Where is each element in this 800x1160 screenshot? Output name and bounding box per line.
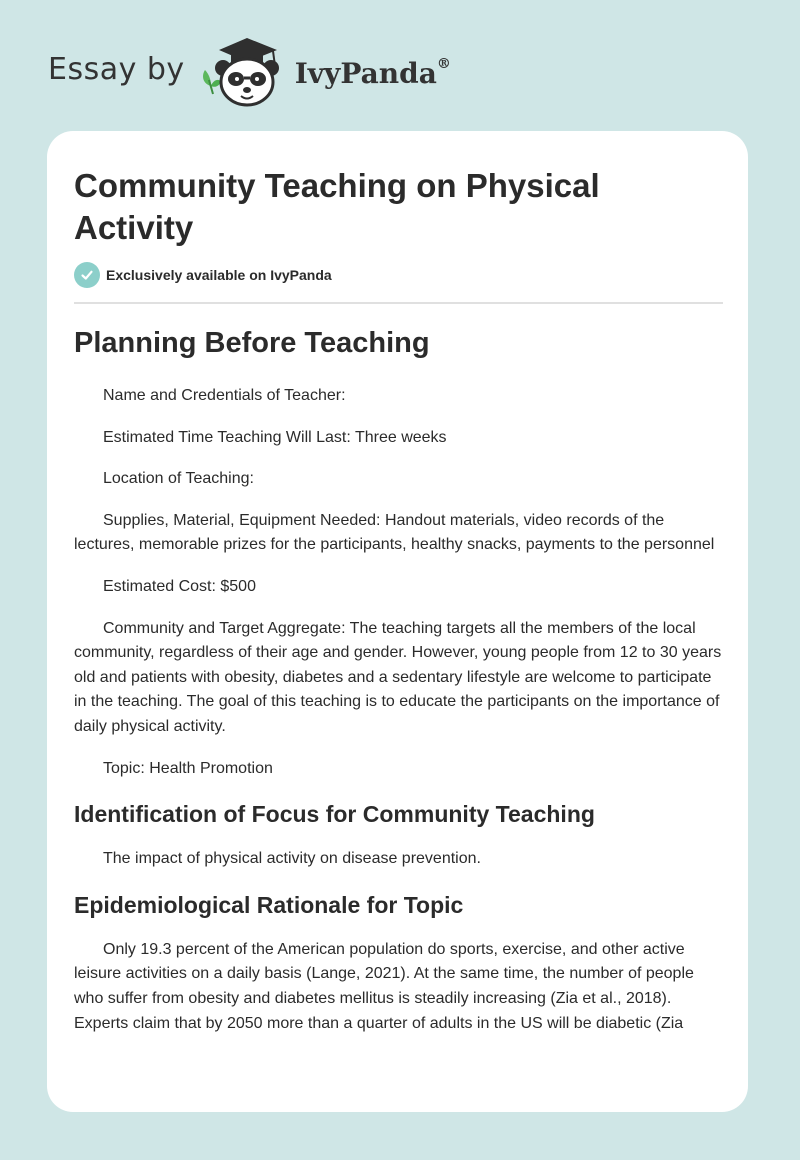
article-card — [47, 131, 748, 1112]
exclusive-badge — [74, 262, 332, 288]
section-heading-focus: Identification of Focus for Community Teaching — [74, 801, 595, 828]
panda-graduate-logo[interactable] — [199, 36, 291, 108]
brand-name — [295, 57, 451, 90]
paragraph: Community and Target Aggregate: The teaching targets all the members of the local community, regardless of their age and gender. However, young people from 12 to 30 years old and patients with obesity, diabetes and a sedentary lifestyle are welcome to participate in the teaching. The goal of this teaching is to educate the participants on the importance of daily physical activity. — [74, 619, 722, 735]
paragraph: Supplies, Material, Equipment Needed: Handout materials, video records of the lectures, memorable prizes for the participants, healthy snacks, payments to the personnel — [74, 511, 715, 554]
paragraph: Estimated Cost: $500 — [103, 577, 256, 595]
section-heading-planning: Planning Before Teaching — [74, 327, 430, 359]
article-title: Community Teaching on Physical Activity — [74, 167, 600, 246]
paragraph: Name and Credentials of Teacher: — [103, 387, 346, 404]
paragraph: Location of Teaching: — [103, 470, 254, 488]
brand-name-text: IvyPanda — [294, 56, 437, 90]
paragraph: Topic: Health Promotion — [103, 759, 273, 777]
brand-prefix: Essay by — [48, 51, 185, 87]
exclusive-label: Exclusively available on IvyPanda — [106, 267, 332, 283]
section-heading-epidemiology: Epidemiological Rationale for Topic — [74, 891, 464, 918]
title-divider — [74, 302, 723, 304]
check-icon — [74, 262, 100, 288]
paragraph: The impact of physical activity on disease prevention. — [103, 850, 481, 868]
brand-header — [48, 36, 451, 108]
paragraph: Estimated Time Teaching Will Last: Three weeks — [103, 428, 447, 446]
paragraph: Only 19.3 percent of the American population do sports, exercise, and other active leisure activities on a daily basis (Lange, 2021). At the same time, the number of people who suffer from obesity and diabetes mellitus is steadily increasing (Zia et al., 2018). Experts claim that by 2050 more than a quarter of adults in the US will be diabetic (Zia — [74, 940, 694, 1032]
registered-mark: ® — [436, 56, 451, 73]
article-content — [74, 324, 723, 1053]
